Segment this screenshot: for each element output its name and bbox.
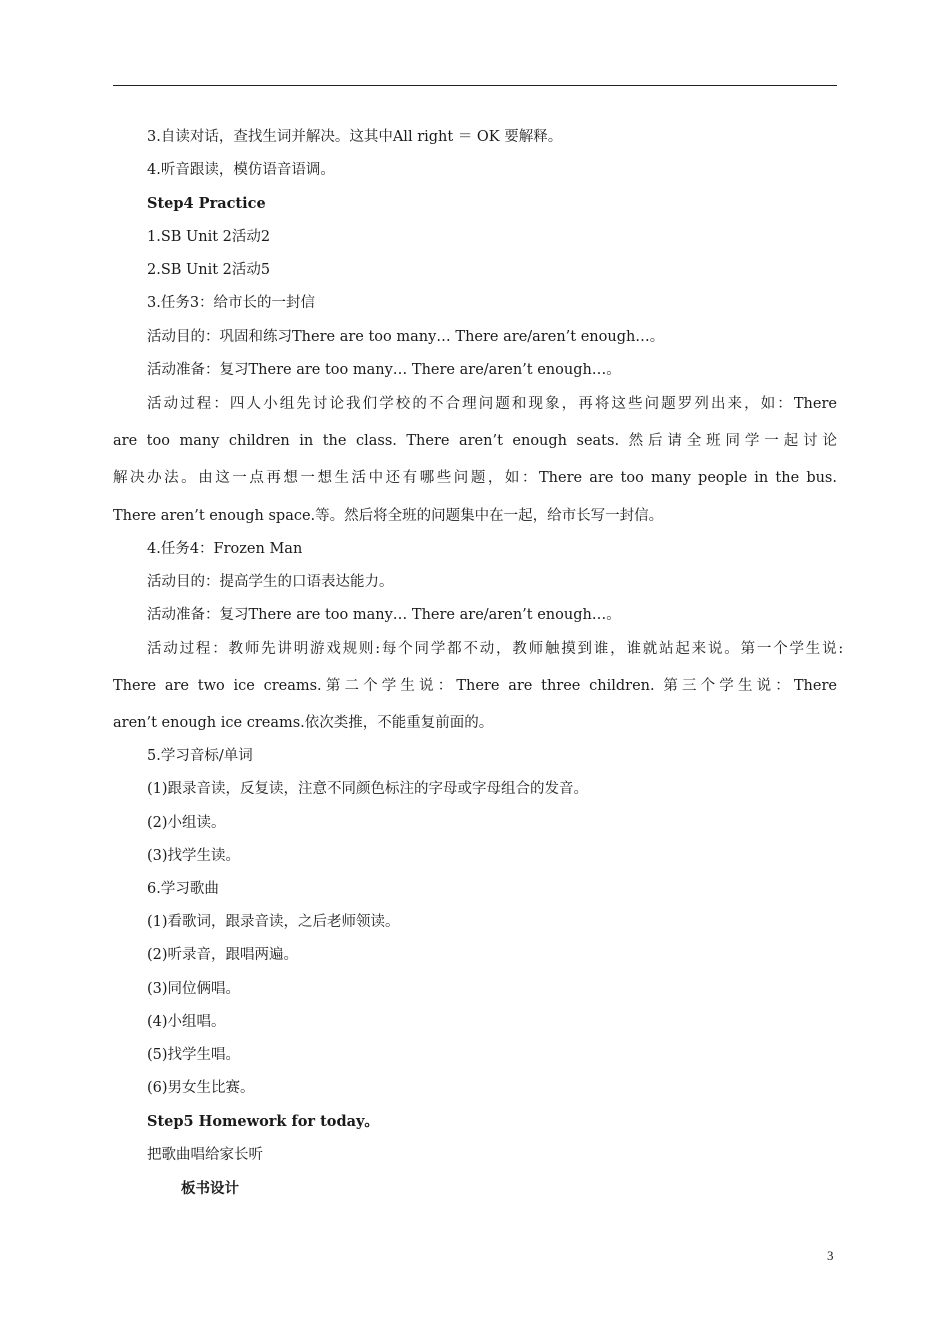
text-line: 4.任务4：Frozen Man	[147, 541, 303, 557]
text-line: (5)找学生唱。	[147, 1047, 241, 1063]
text-line: 活动目的：巩固和练习There are too many… There are/aren’t enough…。	[147, 329, 665, 345]
page-number: 3	[827, 1248, 834, 1263]
text-line: (2)听录音，跟唱两遍。	[147, 947, 299, 963]
text-line: 活动准备：复习There are too many… There are/aren’t enough…。	[147, 607, 621, 623]
text-line: (1)看歌词，跟录音读，之后老师领读。	[147, 914, 400, 930]
text-line: (6)男女生比赛。	[147, 1080, 255, 1096]
section-heading: 板书设计	[181, 1180, 239, 1197]
text-line: aren’t enough ice creams.依次类推，不能重复前面的。	[113, 715, 494, 731]
text-line: There are two ice creams.第二个学生说：There are three children. 第三个学生说：There	[113, 678, 837, 694]
text-line: (4)小组唱。	[147, 1014, 226, 1030]
text-line: 把歌曲唱给家长听	[147, 1147, 263, 1163]
header-rule	[113, 85, 837, 86]
text-line: 活动过程：四人小组先讨论我们学校的不合理问题和现象，再将这些问题罗列出来，如：There	[147, 396, 837, 412]
text-line: 活动过程：教师先讲明游戏规则:每个同学都不动，教师触摸到谁，谁就站起来说。第一个学生说:	[147, 641, 843, 657]
text-line: 2.SB Unit 2活动5	[147, 262, 271, 278]
text-line: 3.自读对话，查找生词并解决。这其中All right ＝ OK 要解释。	[147, 129, 563, 145]
text-line: 解决办法。由这一点再想一想生活中还有哪些问题，如：There are too many people in the bus.	[113, 470, 837, 486]
text-line: 活动准备：复习There are too many… There are/aren’t enough…。	[147, 362, 621, 378]
text-line: 1.SB Unit 2活动2	[147, 229, 271, 245]
text-line: (3)同位俩唱。	[147, 981, 241, 997]
text-line: 4.听音跟读，模仿语音语调。	[147, 162, 335, 178]
section-heading: Step4 Practice	[147, 195, 266, 212]
section-heading: Step5 Homework for today。	[147, 1113, 379, 1130]
text-line: 3.任务3：给市长的一封信	[147, 295, 316, 311]
text-line: (2)小组读。	[147, 815, 226, 831]
text-line: (3)找学生读。	[147, 848, 241, 864]
text-line: 5.学习音标/单词	[147, 748, 253, 764]
text-line: There aren’t enough space.等。然后将全班的问题集中在一起，给市长写一封信。	[113, 508, 664, 524]
text-line: 活动目的：提高学生的口语表达能力。	[147, 574, 394, 590]
text-line: (1)跟录音读，反复读，注意不同颜色标注的字母或字母组合的发音。	[147, 781, 589, 797]
text-line: 6.学习歌曲	[147, 881, 219, 897]
text-line: are too many children in the class. There aren’t enough seats. 然后请全班同学一起讨论	[113, 433, 837, 449]
